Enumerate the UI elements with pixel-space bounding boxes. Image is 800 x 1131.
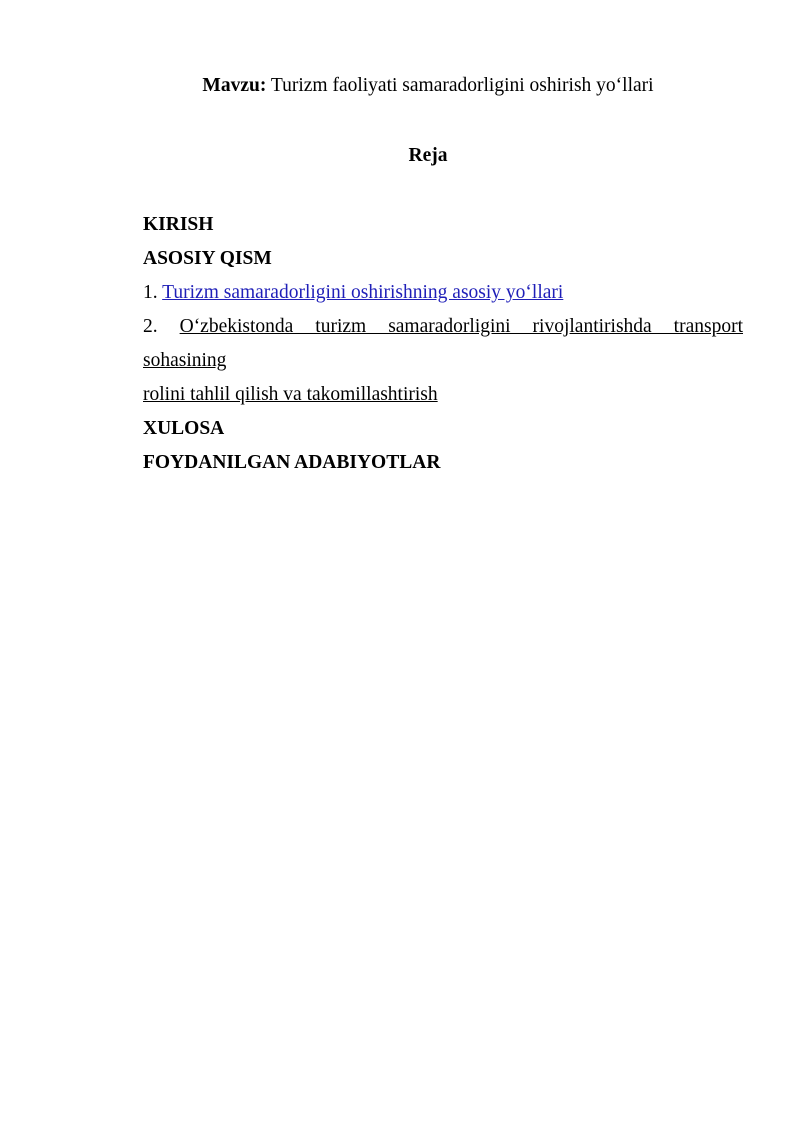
toc-item-2-link[interactable]: O‘zbekistonda turizm samaradorligini rivojlantirishda transport sohasining xyxy=(143,316,743,371)
toc-intro[interactable]: KIRISH xyxy=(143,214,214,235)
toc-item-2-line-1 xyxy=(143,310,743,378)
plan-heading: Reja xyxy=(408,145,448,166)
title-text: Turizm faoliyati samaradorligini oshirish yo‘llari xyxy=(270,75,654,96)
toc-item-1-number: 1. xyxy=(143,282,158,303)
title-label: Mavzu: xyxy=(202,75,267,96)
toc-item-2-line-2 xyxy=(143,378,743,412)
toc-main-part[interactable]: ASOSIY QISM xyxy=(143,248,272,269)
table-of-contents xyxy=(143,208,743,480)
toc-references[interactable]: FOYDANILGAN ADABIYOTLAR xyxy=(143,452,441,473)
document-title xyxy=(0,74,800,98)
toc-item-1 xyxy=(143,276,743,310)
toc-item-2-link-continued[interactable]: rolini tahlil qilish va takomillashtirish xyxy=(143,384,438,405)
toc-conclusion[interactable]: XULOSA xyxy=(143,418,225,439)
toc-item-2-number: 2. xyxy=(143,316,158,337)
toc-item-1-link[interactable]: Turizm samaradorligini oshirishning asosiy yo‘llari xyxy=(162,282,564,303)
